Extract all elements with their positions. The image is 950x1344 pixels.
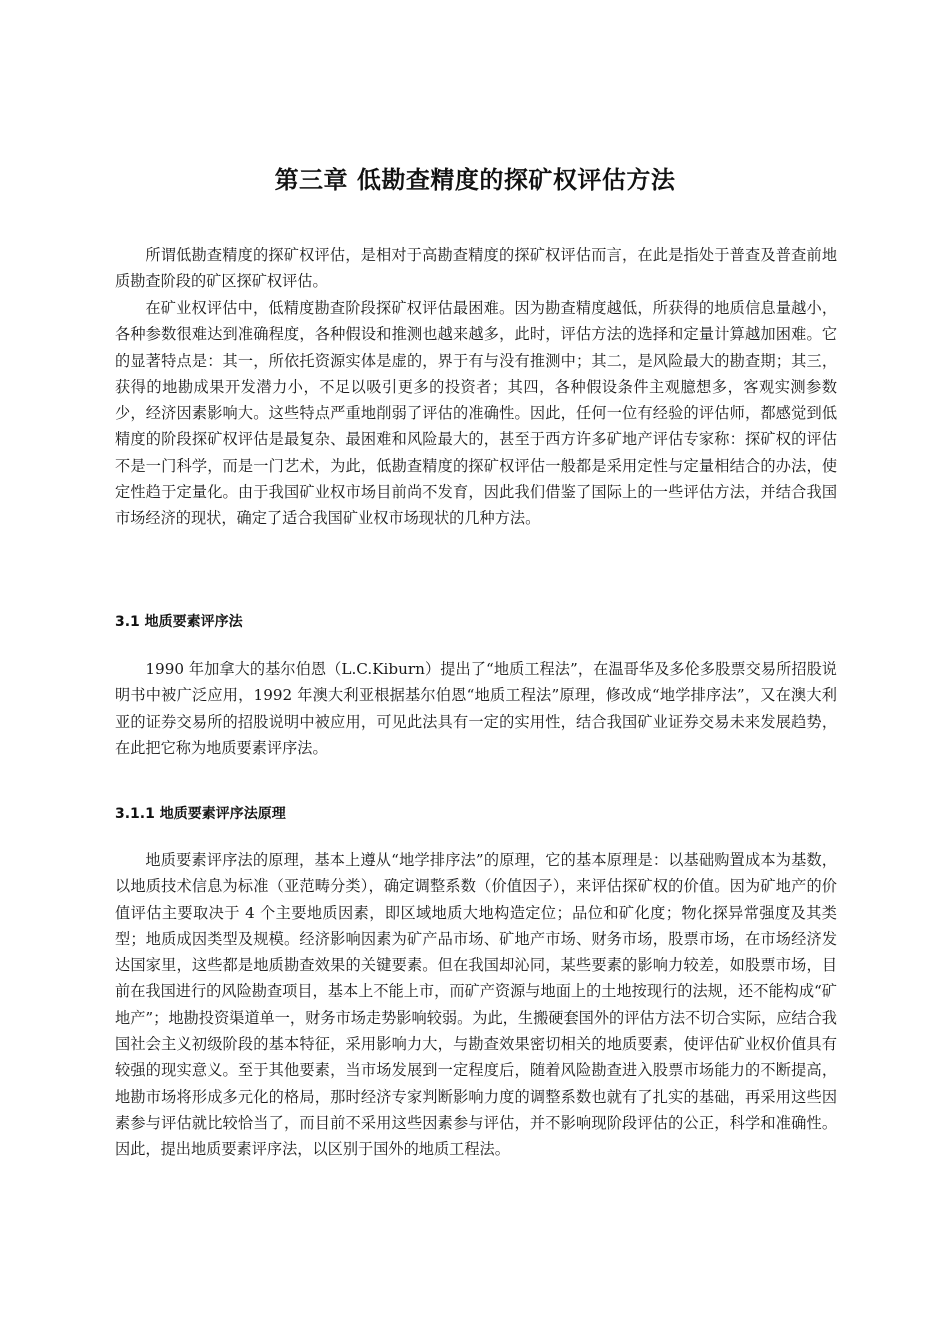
section-3-1-1-paragraph-block	[115, 847, 837, 1163]
section-3-1-paragraph: 1990 年加拿大的基尔伯恩（L.C.Kiburn）提出了“地质工程法”，在温哥华及多伦多股票交易所招股说明书中被广泛应用，1992 年澳大利亚根据基尔伯恩“地质工程法”原理，修改成“地学排序法”，又在澳大利亚的证券交易所的招股说明中被应用，可见此法具有一定的实用性，结合我国矿业证券交易未来发展趋势，在此把它称为地质要素评序法。	[115, 660, 837, 757]
intro-paragraph-1-block	[115, 242, 837, 295]
chapter-title: 第三章 低勘查精度的探矿权评估方法	[274, 166, 676, 194]
section-3-1-1-paragraph: 地质要素评序法的原理，基本上遵从“地学排序法”的原理，它的基本原理是：以基础购置成本为基数，以地质技术信息为标准（亚范畴分类），确定调整系数（价值因子），来评估探矿权的价值。因为矿地产的价值评估主要取决于 4 个主要地质因素，即区域地质大地构造定位；品位和矿化度；物化探异常强度及其类型；地质成因类型及规模。经济影响因素为矿产品市场、矿地产市场、财务市场，股票市场，在市场经济发达国家里，这些都是地质勘查效果的关键要素。但在我国却沁同，某些要素的影响力较差，如股票市场，目前在我国进行的风险勘查项目，基本上不能上市，而矿产资源与地面上的土地按现行的法规，还不能构成“矿地产”；地勘投资渠道单一，财务市场走势影响较弱。为此，生搬硬套国外的评估方法不切合实际，应结合我国社会主义初级阶段的基本特征，采用影响力大，与勘查效果密切相关的地质要素，使评估矿业权价值具有较强的现实意义。至于其他要素，当市场发展到一定程度后，随着风险勘查进入股票市场能力的不断提高，地勘市场将形成多元化的格局，那时经济专家判断影响力度的调整系数也就有了扎实的基础，再采用这些因素参与评估就比较恰当了，而目前不采用这些因素参与评估，并不影响现阶段评估的公正，科学和准确性。因此，提出地质要素评序法，以区别于国外的地质工程法。	[115, 851, 837, 1159]
intro-paragraph-1: 所谓低勘查精度的探矿权评估，是相对于高勘查精度的探矿权评估而言，在此是指处于普查及普查前地质勘查阶段的矿区探矿权评估。	[115, 246, 837, 291]
section-3-1-paragraph-block	[115, 656, 837, 761]
intro-paragraph-2: 在矿业权评估中，低精度勘查阶段探矿权评估最困难。因为勘查精度越低，所获得的地质信息量越小，各种参数很难达到准确程度，各种假设和推测也越来越多，此时，评估方法的选择和定量计算越加困难。它的显著特点是：其一，所依托资源实体是虚的，界于有与没有推测中；其二，是风险最大的勘查期；其三，获得的地勘成果开发潜力小，不足以吸引更多的投资者；其四，各种假设条件主观臆想多，客观实测参数少，经济因素影响大。这些特点严重地削弱了评估的准确性。因此，任何一位有经验的评估师，都感觉到低精度的阶段探矿权评估是最复杂、最困难和风险最大的，甚至于西方许多矿地产评估专家称：探矿权的评估不是一门科学，而是一门艺术，为此，低勘查精度的探矿权评估一般都是采用定性与定量相结合的办法，使定性趋于定量化。由于我国矿业权市场目前尚不发育，因此我们借鉴了国际上的一些评估方法，并结合我国市场经济的现状，确定了适合我国矿业权市场现状的几种方法。	[115, 299, 837, 528]
section-3-1-1-heading: 3.1.1 地质要素评序法原理	[115, 806, 286, 822]
intro-paragraph-2-block	[115, 295, 837, 532]
section-3-1-heading: 3.1 地质要素评序法	[115, 614, 243, 630]
